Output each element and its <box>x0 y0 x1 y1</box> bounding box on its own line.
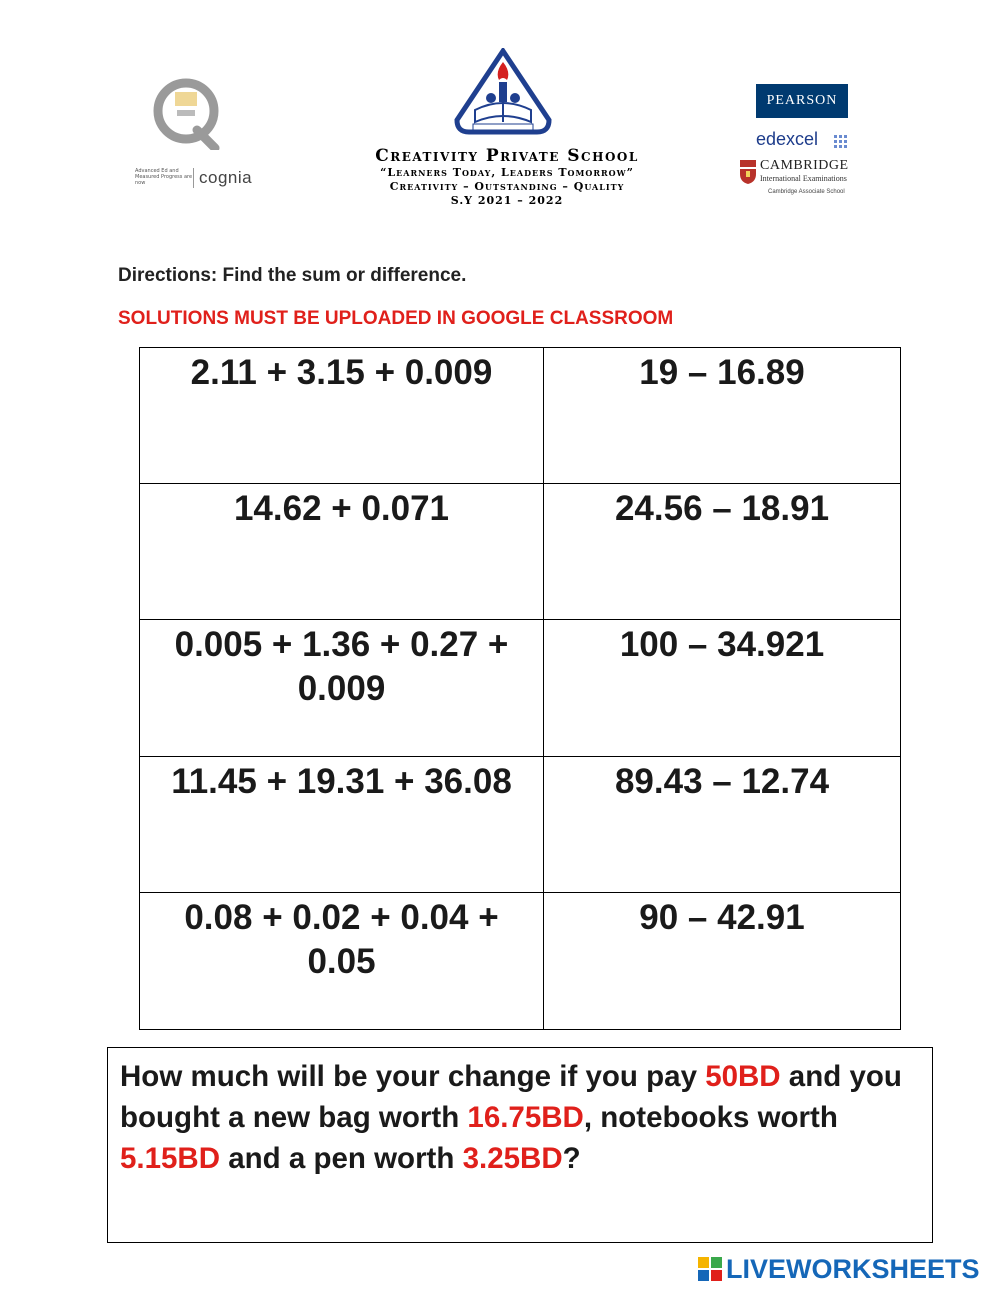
exam-board-logos <box>738 84 863 204</box>
cambridge-associate: Cambridge Associate School <box>768 189 845 195</box>
notebooks-price: 5.15BD <box>120 1142 221 1175</box>
logo-divider <box>193 168 194 188</box>
upload-notice: SOLUTIONS MUST BE UPLOADED IN GOOGLE CLASSROOM <box>118 308 674 329</box>
cambridge-name: CAMBRIDGE <box>760 158 849 173</box>
word-problem-text: and a pen worth <box>220 1142 463 1175</box>
word-problem-text: How much will be your change if you pay <box>120 1060 706 1093</box>
problem-cell[interactable]: 0.08 + 0.02 + 0.04 + 0.05 <box>140 893 544 1029</box>
problem-cell[interactable]: 19 – 16.89 <box>544 348 900 484</box>
problems-table <box>139 347 901 1030</box>
school-values: Creativity – Outstanding – Quality <box>389 180 625 193</box>
liveworksheets-brand[interactable] <box>698 1254 980 1284</box>
cambridge-logo <box>740 158 862 198</box>
problem-cell[interactable]: 89.43 – 12.74 <box>544 757 900 893</box>
problem-cell[interactable]: 0.005 + 1.36 + 0.27 + 0.009 <box>140 620 544 756</box>
liveworksheets-logo-icon <box>698 1257 722 1281</box>
school-crest-icon <box>453 48 553 140</box>
liveworksheets-text: LIVEWORKSHEETS <box>726 1253 980 1284</box>
bag-price: 16.75BD <box>467 1101 584 1134</box>
pen-price: 3.25BD <box>462 1142 563 1175</box>
edexcel-logo: edexcel <box>756 129 819 149</box>
problem-cell[interactable]: 90 – 42.91 <box>639 897 805 937</box>
school-header <box>300 146 714 208</box>
cognia-logo: cognia <box>199 168 253 187</box>
word-problem-text: and you bought a new bag worth <box>120 1060 902 1134</box>
accreditation-logos <box>135 78 265 193</box>
word-problem-box[interactable] <box>107 1047 933 1243</box>
problem-cell[interactable]: 100 – 34.921 <box>544 620 900 756</box>
word-problem-text: , notebooks worth <box>583 1101 838 1134</box>
quality-q-logo <box>153 78 223 150</box>
amount-paid: 50BD <box>705 1060 781 1093</box>
problem-cell[interactable]: 2.11 + 3.15 + 0.009 <box>140 348 544 484</box>
pearson-logo: PEARSON <box>756 84 848 118</box>
word-problem-text: ? <box>562 1142 581 1175</box>
school-name: Creativity Private School <box>375 146 639 166</box>
problem-cell[interactable]: 14.62 + 0.071 <box>140 484 544 620</box>
edexcel-dots-icon <box>834 135 848 149</box>
cambridge-subtitle: International Examinations <box>760 174 847 183</box>
problem-cell[interactable]: 11.45 + 19.31 + 36.08 <box>140 757 544 893</box>
directions-text: Directions: Find the sum or difference. <box>118 265 467 286</box>
problem-cell[interactable]: 24.56 – 18.91 <box>544 484 900 620</box>
school-year: S.Y 2021 – 2022 <box>450 194 564 207</box>
cambridge-shield-icon <box>740 160 756 184</box>
school-motto: “Learners Today, Leaders Tomorrow” <box>380 166 634 179</box>
advanced-ed-text: Advanced Ed and Measured Progress are now <box>135 168 193 186</box>
